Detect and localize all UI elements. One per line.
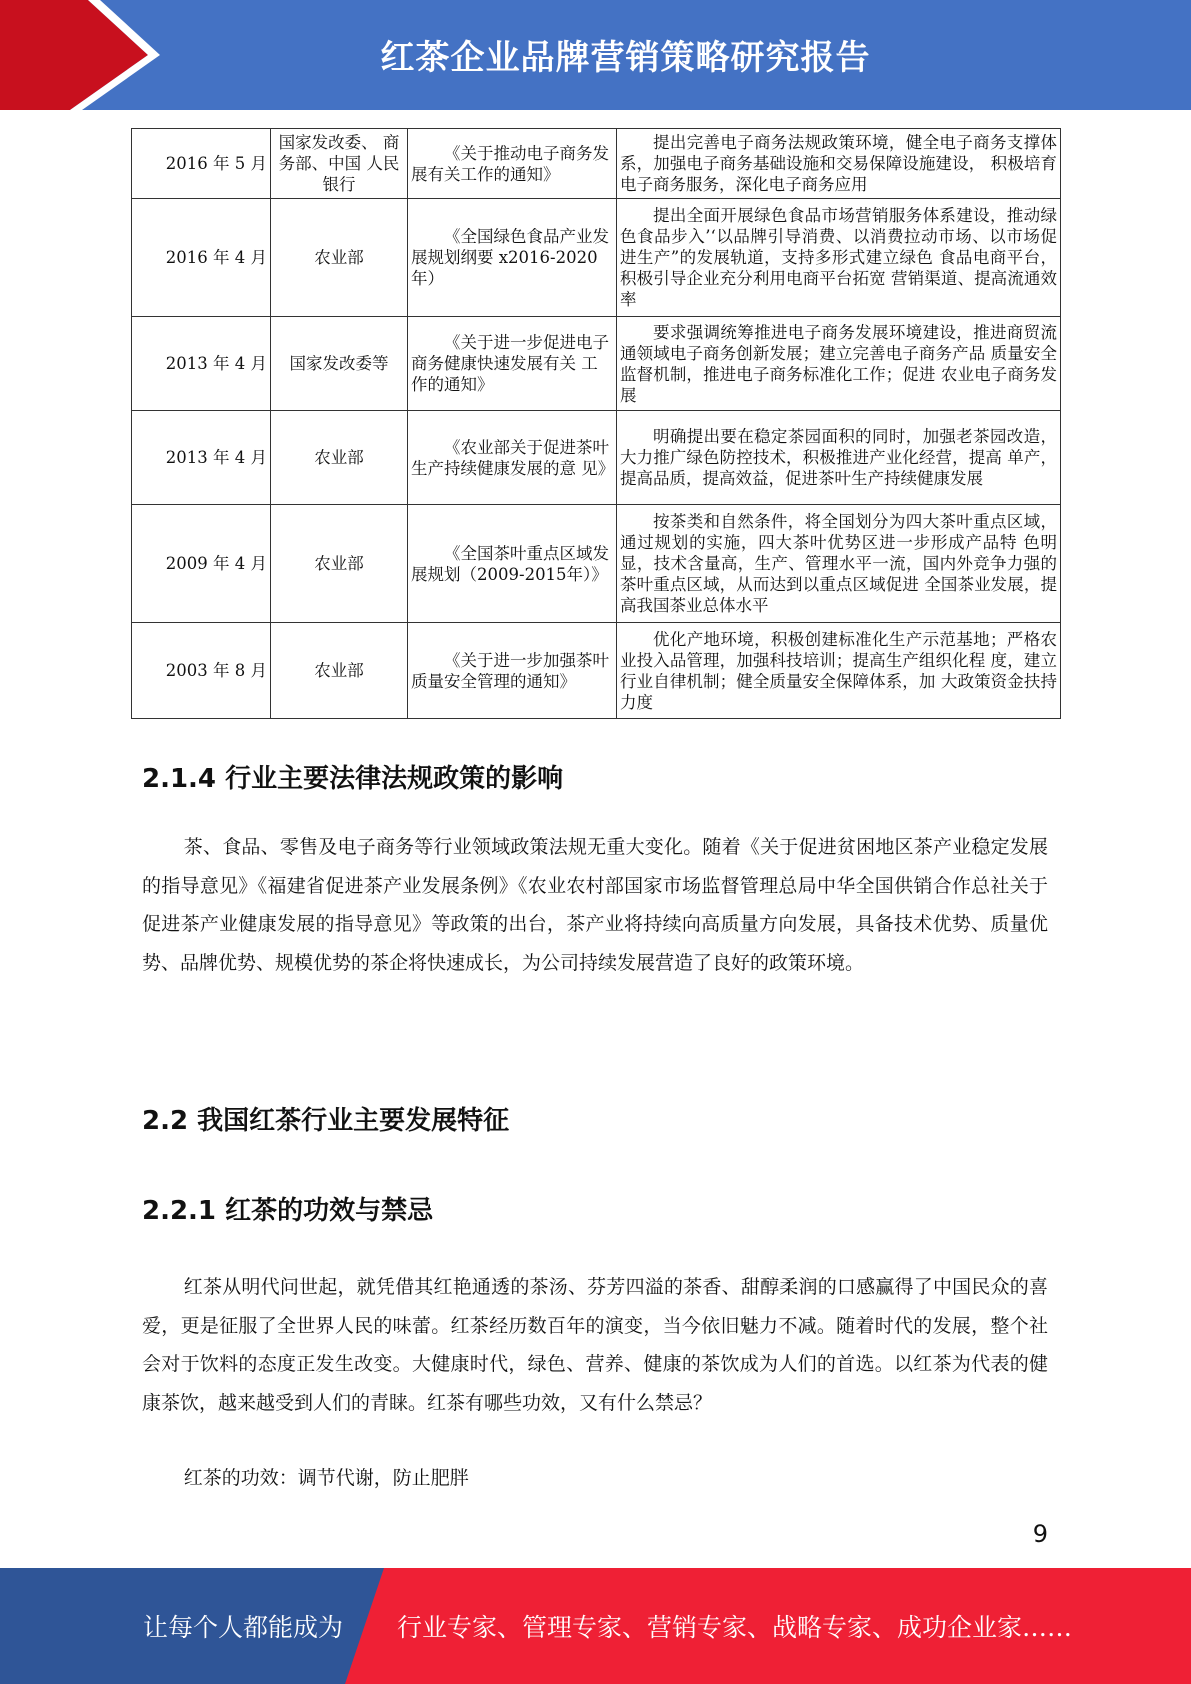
row-department: 农业部 bbox=[271, 411, 408, 505]
row-description: 明确提出要在稳定茶园面积的同时，加强老茶园改造， 大力推广绿色防控技术，积极推进产业化经营，提高 单产，提高品质，提高效益，促进茶叶生产持续健康发展 bbox=[617, 411, 1061, 505]
row-date: 2016 年 5 月 bbox=[132, 129, 271, 199]
row-description: 提出全面开展绿色食品市场营销服务体系建设，推动绿色食品步入’‘以品牌引导消费、以消费拉动市场、以市场促进生产”的发展轨道，支持多形式建立绿色 食品电商平台，积极引导企业充分利用电商平台拓宽 营销渠道、提高流通效率 bbox=[617, 199, 1061, 317]
section-heading-2-2-1: 2.2.1 红茶的功效与禁忌 bbox=[142, 1196, 434, 1226]
row-department: 农业部 bbox=[271, 505, 408, 623]
row-date: 2003 年 8 月 bbox=[132, 623, 271, 719]
header-title: 红茶企业品牌营销策略研究报告 bbox=[380, 38, 871, 78]
table-row bbox=[132, 623, 1061, 719]
table-row bbox=[132, 411, 1061, 505]
table-row bbox=[132, 129, 1061, 199]
table-row bbox=[132, 317, 1061, 411]
row-date: 2016 年 4 月 bbox=[132, 199, 271, 317]
row-document: 《关于推动电子商务发 展有关工作的通知》 bbox=[408, 129, 617, 199]
row-document: 《关于进一步促进电子 商务健康快速发展有关 工作的通知》 bbox=[408, 317, 617, 411]
row-document: 《全国茶叶重点区域发 展规划（2009-2015年）》 bbox=[408, 505, 617, 623]
row-description: 按茶类和自然条件，将全国划分为四大茶叶重点区域， 通过规划的实施，四大茶叶优势区进一步形成产品特 色明显，技术含量高，生产、管理水平一流，国内外竞争力强的茶叶重点区域，从而达到以重点区域促进 全国茶业发展，提高我国茶业总体水平 bbox=[617, 505, 1061, 623]
footer-slogan-left: 让每个人都能成为 bbox=[143, 1613, 344, 1642]
table-row bbox=[132, 505, 1061, 623]
row-description: 优化产地环境，积极创建标准化生产示范基地；严格农业投入品管理，加强科技培训；提高生产组织化程 度，建立行业自律机制；健全质量安全保障体系，加 大政策资金扶持力度 bbox=[617, 623, 1061, 719]
row-department: 农业部 bbox=[271, 623, 408, 719]
section-2-1-4-paragraph: 茶、食品、零售及电子商务等行业领域政策法规无重大变化。随着《关于促进贫困地区茶产业稳定发展的指导意见》《福建省促进茶产业发展条例》《农业农村部国家市场监督管理总局中华全国供销合作总社关于促进茶产业健康发展的指导意见》等政策的出台，茶产业将持续向高质量方向发展，具备技术优势、质量优势、品牌优势、规模优势的茶企将快速成长，为公司持续发展营造了良好的政策环境。 bbox=[142, 836, 1048, 974]
page-number: 9 bbox=[1032, 1520, 1048, 1548]
footer-slogan-right: 行业专家、管理专家、营销专家、战略专家、成功企业家…… bbox=[397, 1613, 1073, 1642]
row-description: 提出完善电子商务法规政策环境，健全电子商务支撑体系，加强电子商务基础设施和交易保障设施建设， 积极培育电子商务服务，深化电子商务应用 bbox=[617, 129, 1061, 199]
section-2-2-1-paragraph: 红茶从明代问世起，就凭借其红艳通透的茶汤、芬芳四溢的茶香、甜醇柔润的口感赢得了中国民众的喜爱，更是征服了全世界人民的味蕾。红茶经历数百年的演变，当今依旧魅力不减。随着时代的发展，整个社会对于饮料的态度正发生改变。大健康时代，绿色、营养、健康的茶饮成为人们的首选。以红茶为代表的健康茶饮，越来越受到人们的青睐。红茶有哪些功效，又有什么禁忌？ bbox=[142, 1276, 1048, 1414]
row-department: 农业部 bbox=[271, 199, 408, 317]
policy-table bbox=[131, 128, 1061, 719]
row-date: 2013 年 4 月 bbox=[132, 411, 271, 505]
row-date: 2009 年 4 月 bbox=[132, 505, 271, 623]
section-heading-2-2: 2.2 我国红茶行业主要发展特征 bbox=[142, 1106, 510, 1136]
row-department: 国家发改委、 商务部、中国 人民银行 bbox=[271, 129, 408, 199]
page-header bbox=[0, 0, 1191, 110]
row-department: 国家发改委等 bbox=[271, 317, 408, 411]
table-row bbox=[132, 199, 1061, 317]
row-description: 要求强调统筹推进电子商务发展环境建设，推进商贸流通领域电子商务创新发展；建立完善电子商务产品 质量安全监督机制，推进电子商务标准化工作；促进 农业电子商务发展 bbox=[617, 317, 1061, 411]
row-document: 《全国绿色食品产业发 展规划纲要 x2016-2020 年） bbox=[408, 199, 617, 317]
row-document: 《关于进一步加强茶叶 质量安全管理的通知》 bbox=[408, 623, 617, 719]
row-date: 2013 年 4 月 bbox=[132, 317, 271, 411]
section-heading-2-1-4: 2.1.4 行业主要法律法规政策的影响 bbox=[142, 764, 564, 794]
section-2-2-1-subline: 红茶的功效：调节代谢，防止肥胖 bbox=[183, 1467, 469, 1489]
page-footer bbox=[0, 1568, 1191, 1684]
row-document: 《农业部关于促进茶叶 生产持续健康发展的意 见》 bbox=[408, 411, 617, 505]
